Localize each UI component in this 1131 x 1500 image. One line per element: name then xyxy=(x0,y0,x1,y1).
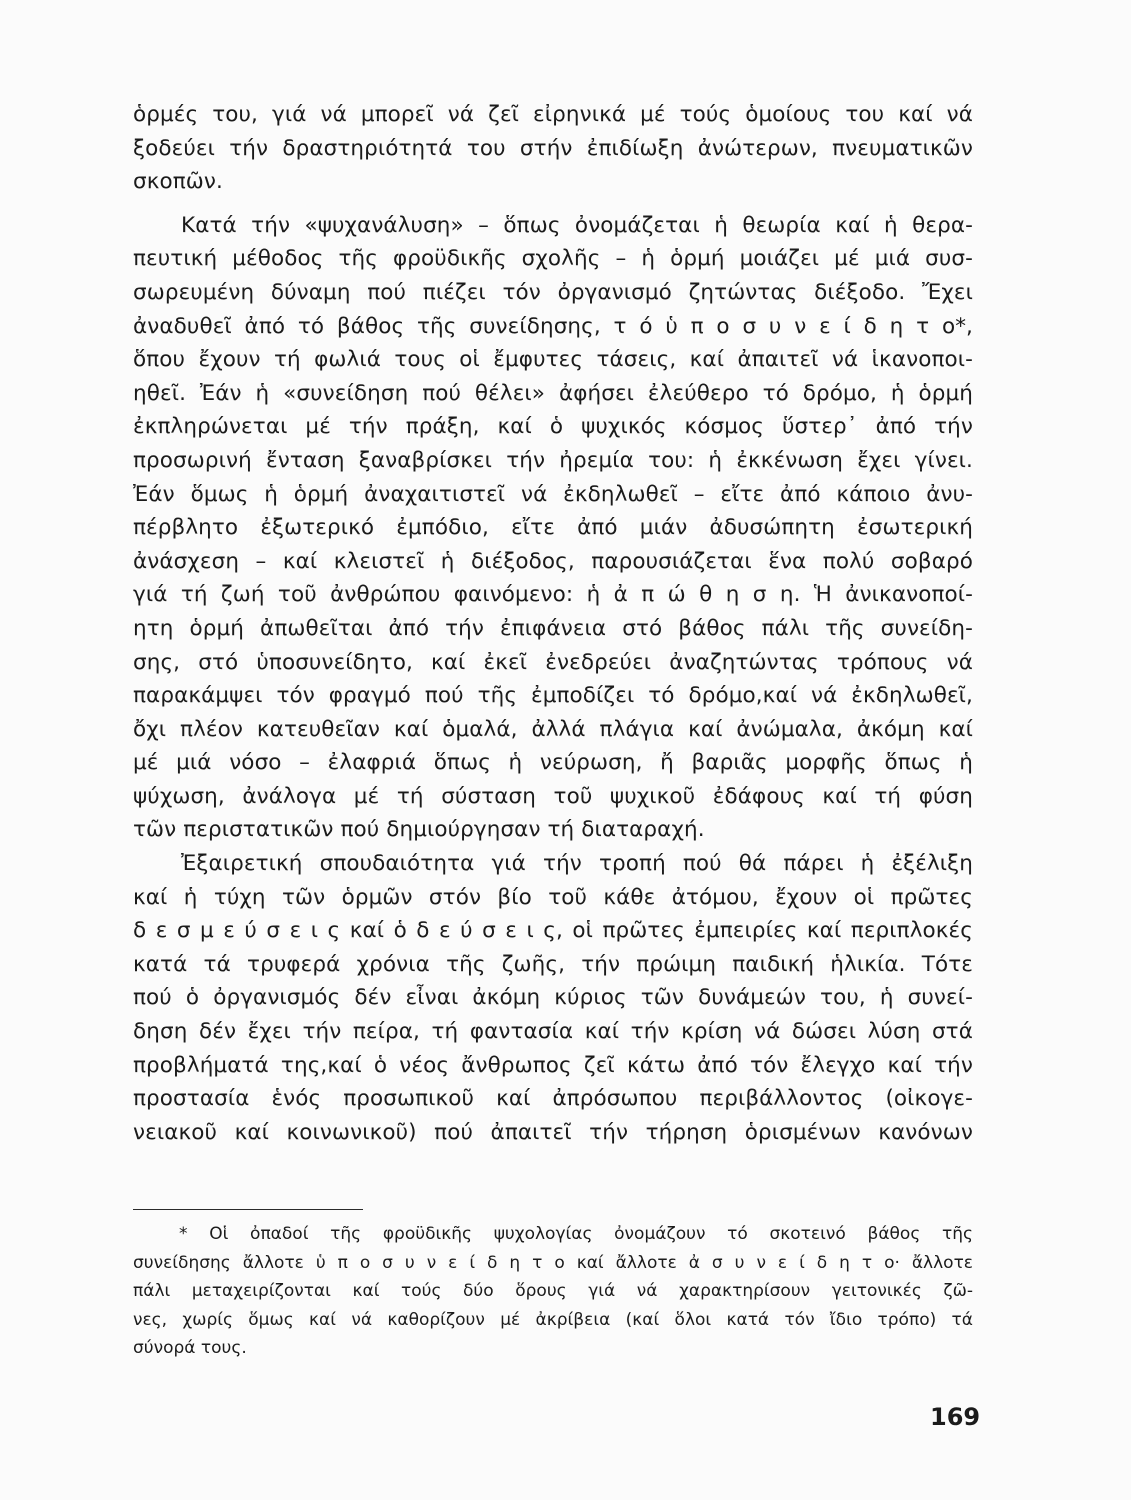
text-line: ἀνάσχεση – καί κλειστεῖ ἡ διέξοδος, παρουσιάζεται ἕνα πολύ σοβαρό xyxy=(133,548,973,574)
footnote-line: συνείδησης ἄλλοτε ὑ π ο σ υ ν ε ί δ η τ ο καί ἄλλοτε ἀ σ υ ν ε ί δ η τ ο· ἄλλοτε xyxy=(133,1252,973,1273)
text-line: δηση δέν ἔχει τήν πείρα, τή φαντασία καί τήν κρίση νά δώσει λύση στά xyxy=(133,1019,973,1045)
text-line: πευτική μέθοδος τῆς φροϋδικῆς σχολῆς – ἡ ὁρμή μοιάζει μέ μιά συσ- xyxy=(133,246,973,272)
text-line: προσωρινή ἔνταση ξαναβρίσκει τήν ἠρεμία του: ἡ ἐκκένωση ἔχει γίνει. xyxy=(133,447,973,473)
text-line: ἀναδυθεῖ ἀπό τό βάθος τῆς συνείδησης, τ ό ὑ π ο σ υ ν ε ί δ η τ ο*, xyxy=(133,313,973,339)
text-line: ψύχωση, ἀνάλογα μέ τή σύσταση τοῦ ψυχικοῦ ἐδάφους καί τή φύση xyxy=(133,783,973,809)
text-line: ηθεῖ. Ἐάν ἡ «συνείδηση πού θέλει» ἀφήσει ἐλεύθερο τό δρόμο, ἡ ὁρμή xyxy=(133,380,973,406)
text-line: γιά τή ζωή τοῦ ἀνθρώπου φαινόμενο: ἡ ἀ π ώ θ η σ η. Ἡ ἀνικανοποί- xyxy=(133,582,973,608)
text-line: πού ὁ ὀργανισμός δέν εἶναι ἀκόμη κύριος τῶν δυνάμεών του, ἡ συνεί- xyxy=(133,985,973,1011)
text-line: Ἐάν ὅμως ἡ ὁρμή ἀναχαιτιστεῖ νά ἐκδηλωθεῖ – εἴτε ἀπό κάποιο ἀνυ- xyxy=(133,481,973,507)
text-line: δ ε σ μ ε ύ σ ε ι ς καί ὁ δ ε ύ σ ε ι ς, οἱ πρῶτες ἐμπειρίες καί περιπλοκές xyxy=(133,918,973,944)
text-line: νειακοῦ καί κοινωνικοῦ) πού ἀπαιτεῖ τήν τήρηση ὁρισμένων κανόνων xyxy=(133,1119,973,1145)
text-line: Ἐξαιρετική σπουδαιότητα γιά τήν τροπή πού θά πάρει ἡ ἐξέλιξη xyxy=(181,851,973,877)
footnote-line: νες, χωρίς ὅμως καί νά καθορίζουν μέ ἀκρίβεια (καί ὅλοι κατά τόν ἴδιο τρόπο) τά xyxy=(133,1309,973,1330)
text-line: πέρβλητο ἐξωτερικό ἐμπόδιο, εἴτε ἀπό μιάν ἀδυσώπητη ἐσωτερική xyxy=(133,515,973,541)
footnote xyxy=(133,1220,973,1363)
text-line: ητη ὁρμή ἀπωθεῖται ἀπό τήν ἐπιφάνεια στό βάθος πάλι τῆς συνείδη- xyxy=(133,615,973,641)
text-line: ὁρμές του, γιά νά μπορεῖ νά ζεῖ εἰρηνικά μέ τούς ὁμοίους του καί νά xyxy=(133,102,973,127)
text-line: σης, στό ὑποσυνείδητο, καί ἐκεῖ ἐνεδρεύει ἀναζητώντας τρόπους νά xyxy=(133,649,973,675)
text-line: ὄχι πλέον κατευθεῖαν καί ὁμαλά, ἀλλά πλάγια καί ἀνώμαλα, ἀκόμη καί xyxy=(133,716,973,742)
text-line: παρακάμψει τόν φραγμό πού τῆς ἐμποδίζει τό δρόμο,καί νά ἐκδηλωθεῖ, xyxy=(133,683,973,709)
text-line: ὅπου ἔχουν τή φωλιά τους οἱ ἔμφυτες τάσεις, καί ἀπαιτεῖ νά ἱκανοποι- xyxy=(133,347,973,373)
body-text xyxy=(133,98,973,1149)
text-line: σκοπῶν. xyxy=(133,169,223,195)
text-line: σωρευμένη δύναμη πού πιέζει τόν ὀργανισμό ζητώντας διέξοδο. Ἔχει xyxy=(133,279,973,305)
text-line: προβλήματά της,καί ὁ νέος ἄνθρωπος ζεῖ κάτω ἀπό τόν ἔλεγχο καί τήν xyxy=(133,1052,973,1078)
text-line: καί ἡ τύχη τῶν ὁρμῶν στόν βίο τοῦ κάθε ἀτόμου, ἔχουν οἱ πρῶτες xyxy=(133,884,973,910)
text-line: τῶν περιστατικῶν πού δημιούργησαν τή διαταραχή. xyxy=(133,817,705,843)
footnote-line: σύνορά τους. xyxy=(133,1338,247,1358)
text-line: μέ μιά νόσο – ἐλαφριά ὅπως ἡ νεύρωση, ἤ βαριᾶς μορφῆς ὅπως ἡ xyxy=(133,750,973,776)
footnote-line: * Οἱ ὀπαδοί τῆς φροϋδικῆς ψυχολογίας ὀνομάζουν τό σκοτεινό βάθος τῆς xyxy=(179,1224,973,1244)
footnote-line: πάλι μεταχειρίζονται καί τούς δύο ὅρους γιά νά χαρακτηρίσουν γειτονικές ζῶ- xyxy=(133,1281,973,1301)
page-number: 169 xyxy=(930,1403,981,1431)
text-line: κατά τά τρυφερά χρόνια τῆς ζωῆς, τήν πρώιμη παιδική ἡλικία. Τότε xyxy=(133,951,973,977)
paragraph-gap xyxy=(133,199,973,209)
text-line: ἐκπληρώνεται μέ τήν πράξη, καί ὁ ψυχικός κόσμος ὕστερ᾿ ἀπό τήν xyxy=(133,414,973,440)
text-line: προστασία ἑνός προσωπικοῦ καί ἀπρόσωπου περιβάλλοντος (οἰκογε- xyxy=(133,1086,973,1112)
text-line: Κατά τήν «ψυχανάλυση» – ὅπως ὀνομάζεται ἡ θεωρία καί ἡ θερα- xyxy=(181,212,973,238)
text-line: ξοδεύει τήν δραστηριότητά του στήν ἐπιδίωξη ἀνώτερων, πνευματικῶν xyxy=(133,135,973,161)
footnote-divider xyxy=(133,1209,363,1210)
